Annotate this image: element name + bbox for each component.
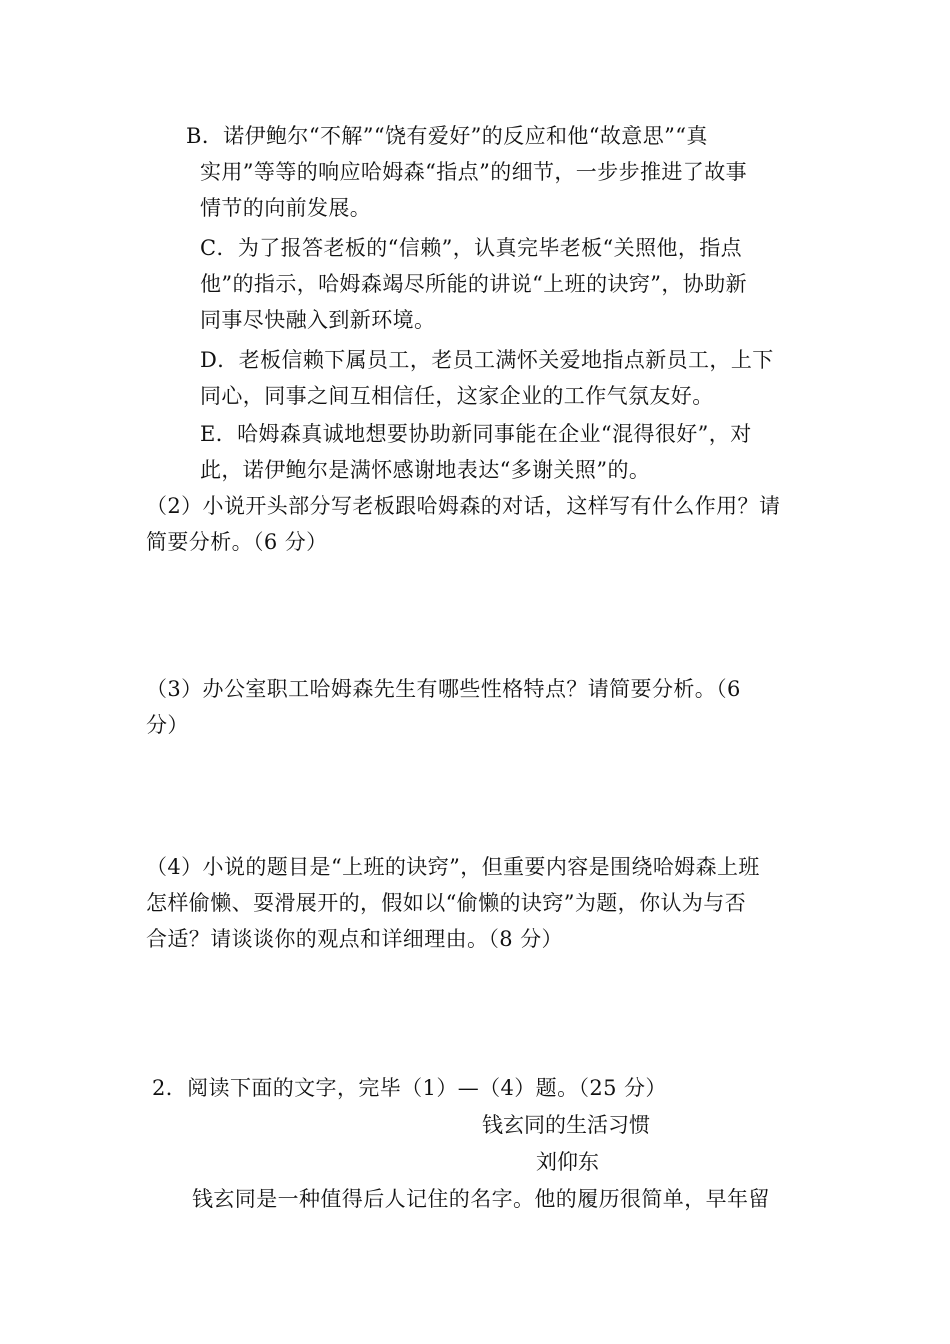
option-c-line-1: C．为了报答老板的“信赖”，认真完毕老板“关照他，指点 xyxy=(200,236,743,260)
question-3 xyxy=(146,671,741,743)
option-c xyxy=(200,230,747,338)
passage-body-line-1: 钱玄同是一种值得后人记住的名字。他的履历很简单，早年留 xyxy=(192,1187,770,1211)
option-d xyxy=(200,342,774,414)
question-2-line-1: （2）小说开头部分写老板跟哈姆森的对话，这样写有什么作用？请 xyxy=(146,494,781,518)
option-b xyxy=(186,118,747,226)
option-b-line-3: 情节的向前发展。 xyxy=(200,196,372,220)
option-c-line-3: 同事尽快融入到新环境。 xyxy=(200,308,436,332)
question-4-line-2: 怎样偷懒、耍滑展开的，假如以“偷懒的诀窍”为题，你认为与否 xyxy=(146,891,747,915)
option-e xyxy=(200,416,752,488)
option-d-line-2: 同心，同事之间互相信任，这家企业的工作气氛友好。 xyxy=(200,384,714,408)
question-2 xyxy=(146,488,780,560)
passage-author: 刘仰东 xyxy=(536,1150,599,1174)
section-2-instruction xyxy=(152,1070,667,1106)
question-4 xyxy=(146,849,760,957)
option-b-line-1: B．诺伊鲍尔“不解”“饶有爱好”的反应和他“故意思”“真 xyxy=(186,124,708,148)
question-2-line-2: 简要分析。（6 分） xyxy=(146,530,328,554)
option-b-line-2: 实用”等等的响应哈姆森“指点”的细节，一步步推进了故事 xyxy=(200,160,748,184)
option-e-line-1: E．哈姆森真诚地想要协助新同事能在企业“混得很好”，对 xyxy=(200,422,752,446)
option-e-line-2: 此，诺伊鲍尔是满怀感谢地表达“多谢关照”的。 xyxy=(200,458,651,482)
passage-body xyxy=(192,1181,770,1217)
option-c-line-2: 他”的指示，哈姆森竭尽所能的讲说“上班的诀窍”，协助新 xyxy=(200,272,748,296)
section-2-instruction-text: 2．阅读下面的文字，完毕（1）—（4）题。（25 分） xyxy=(152,1076,667,1100)
option-d-line-1: D．老板信赖下属员工，老员工满怀关爱地指点新员工，上下 xyxy=(200,348,774,372)
question-4-line-1: （4）小说的题目是“上班的诀窍”，但重要内容是围绕哈姆森上班 xyxy=(146,855,760,879)
question-3-line-1: （3）办公室职工哈姆森先生有哪些性格特点？请简要分析。（6 xyxy=(146,677,741,701)
passage-title: 钱玄同的生活习惯 xyxy=(482,1113,650,1137)
question-4-line-3: 合适？请谈谈你的观点和详细理由。（8 分） xyxy=(146,927,563,951)
question-3-line-2: 分） xyxy=(146,713,189,737)
